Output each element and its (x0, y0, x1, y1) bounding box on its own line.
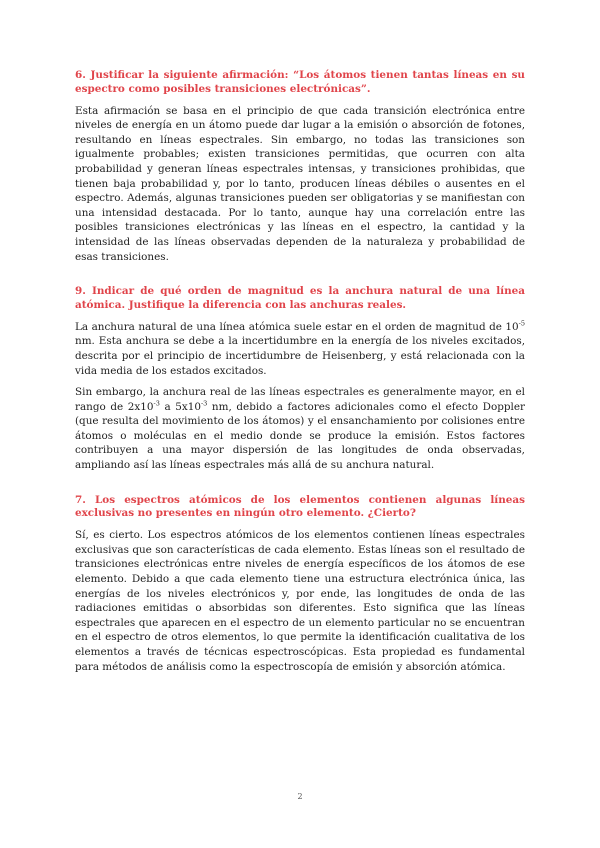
text-run: Sin embargo, la anchura real de las líneas espectrales es generalmente mayor, en el rango de 2x10 (75, 386, 525, 413)
section-question-6 (75, 69, 525, 264)
text-run: nm. Esta anchura se debe a la incertidumbre en la energía de los niveles excitados, descrita por el principio de incertidumbre de Heisenberg, y está relacionada con la vida media de los estados excitados. (75, 335, 525, 377)
question-heading: 9. Indicar de qué orden de magnitud es la anchura natural de una línea atómica. Justifique la diferencia con las anchuras reales. (75, 285, 525, 311)
text-run: nm, debido a factores adicionales como el efecto Doppler (que resulta del movimiento de los átomos) y el ensanchamiento por colisiones entre átomos o moléculas en el medio donde se produce la emisión. Estos factores contribuyen a una mayor dispersión de las longitudes de onda observadas, ampliando así las líneas espectrales más allá de su anchura natural. (75, 400, 525, 472)
section-question-7 (75, 494, 525, 675)
answer-paragraph (75, 320, 525, 378)
question-heading: 6. Justificar la siguiente afirmación: “Los átomos tienen tantas líneas en su espectro como posibles transiciones electrónicas”. (75, 69, 525, 95)
text-run: La anchura natural de una línea atómica suele estar en el orden de magnitud de 10 (75, 320, 519, 333)
exponent: -3 (200, 399, 208, 408)
answer-paragraph: Sí, es cierto. Los espectros atómicos de los elementos contienen líneas espectrales exclusivas que son características de cada elemento. Estas líneas son el resultado de transiciones electrónicas entre niveles de energía específicos de los átomos de ese elemento. Debido a que cada elemento tiene una estructura electrónica única, las energías de los niveles electrónicos y, por ende, las longitudes de onda de las radiaciones emitidas o absorbidas son diferentes. Esto significa que las líneas espectrales que aparecen en el espectro de un elemento particular no se encuentran en el espectro de otros elementos, lo que permite la identificación cualitativa de los elementos a través de técnicas espectroscópicas. Esta propiedad es fundamental para métodos de análisis como la espectroscopía de emisión y absorción atómica. (75, 529, 525, 673)
text-run: a 5x10 (159, 400, 201, 413)
question-heading: 7. Los espectros atómicos de los elementos contienen algunas líneas exclusivas no presentes en ningún otro elemento. ¿Cierto? (75, 493, 525, 520)
answer-paragraph (75, 385, 525, 473)
page-number: 2 (297, 792, 303, 801)
section-question-9 (75, 285, 525, 473)
exponent: -3 (153, 399, 160, 408)
page-content (75, 69, 525, 695)
exponent: -5 (518, 319, 525, 328)
answer-paragraph: Esta afirmación se basa en el principio de que cada transición electrónica entre niveles de energía en un átomo puede dar lugar a la emisión o absorción de fotones, resultando en líneas espectrales. Sin embargo, no todas las transiciones son igualmente probables; existen transiciones permitidas, que ocurren con alta probabilidad y generan líneas espectrales intensas, y transiciones prohibidas, que tienen baja probabilidad y, por lo tanto, producen líneas débiles o ausentes en el espectro. Además, algunas transiciones pueden ser obligatorias y se manifiestan con una intensidad destacada. Por lo tanto, aunque hay una correlación entre las posibles transiciones electrónicas y las líneas en el espectro, la cantidad y la intensidad de las líneas observadas dependen de la naturaleza y probabilidad de esas transiciones. (75, 104, 525, 263)
